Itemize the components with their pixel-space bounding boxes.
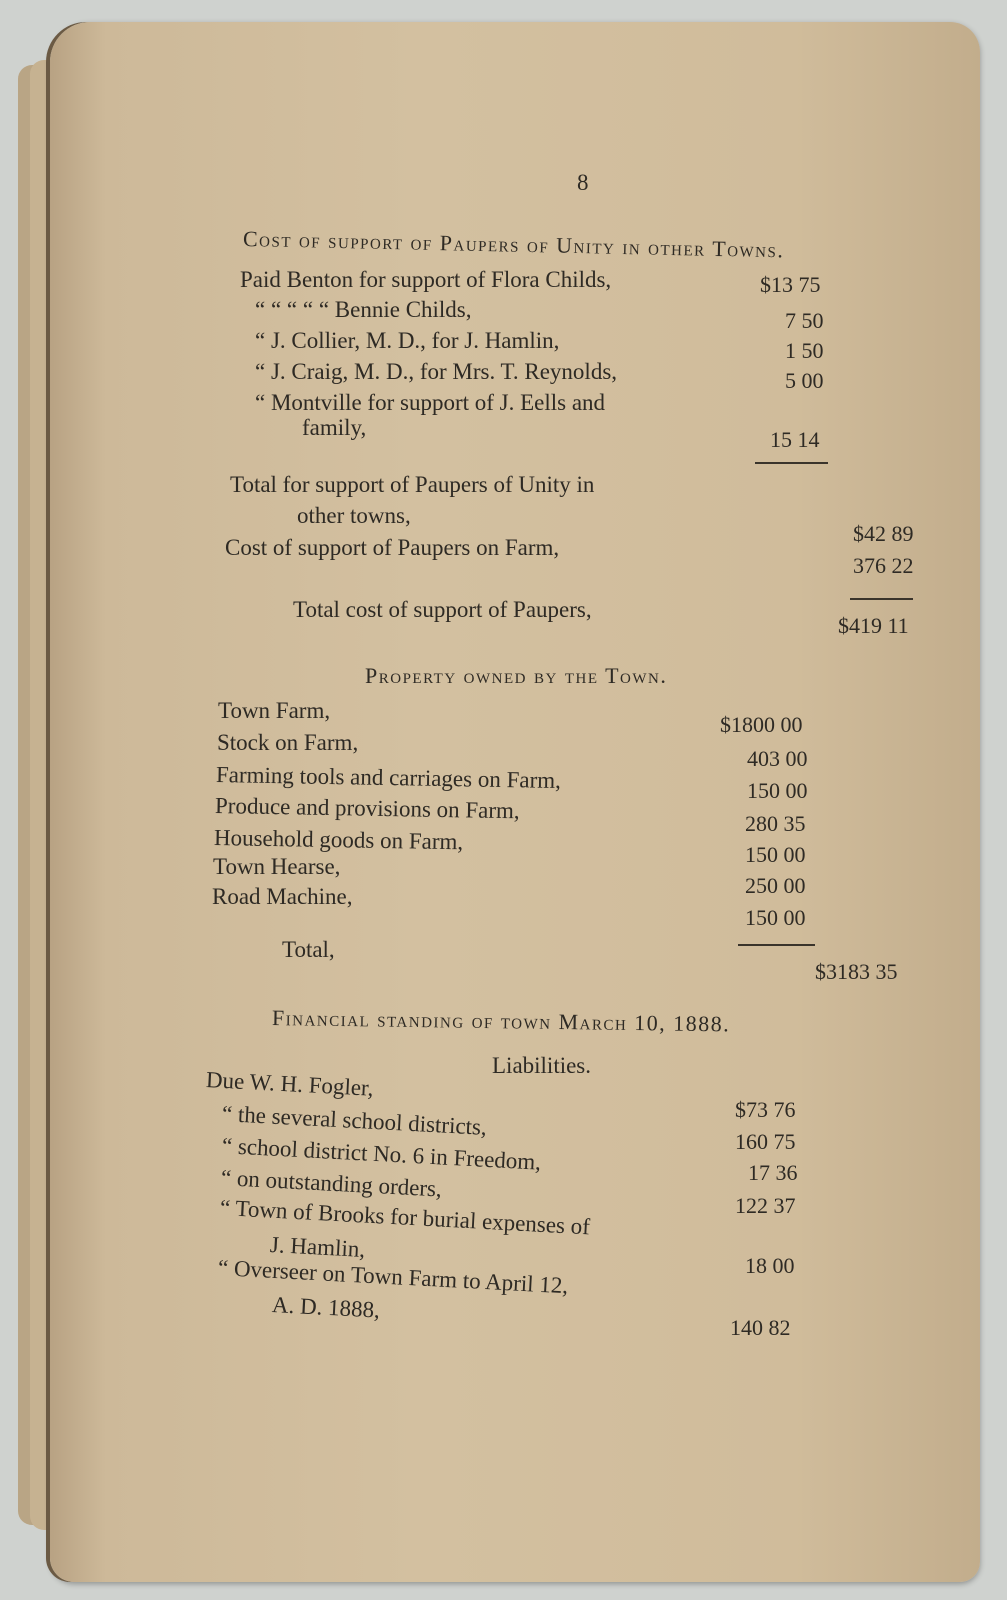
property-label: Road Machine, xyxy=(212,884,353,909)
farm-label: Cost of support of Paupers on Farm, xyxy=(225,535,560,560)
total-label-continued: other towns, xyxy=(297,503,411,528)
liability-label: “ the several school districts, xyxy=(221,1101,488,1140)
property-total-label: Total, xyxy=(282,937,335,962)
page-number: 8 xyxy=(577,170,589,195)
property-label: Town Hearse, xyxy=(213,854,341,879)
sum-rule xyxy=(755,462,828,464)
line-label: “ “ “ “ “ Bennie Childs, xyxy=(255,297,472,322)
line-amount: 1 50 xyxy=(785,338,824,363)
liability-amount: 140 82 xyxy=(730,1315,791,1340)
property-label: Town Farm, xyxy=(218,698,331,723)
line-label: “ Montville for support of J. Eells and xyxy=(255,390,606,415)
liability-label: Due W. H. Fogler, xyxy=(205,1067,375,1101)
liability-label: “ Town of Brooks for burial expenses of xyxy=(219,1195,591,1240)
line-amount: $13 75 xyxy=(760,272,821,297)
liability-amount: 122 37 xyxy=(735,1193,796,1218)
sum-rule xyxy=(850,598,913,600)
property-label: Stock on Farm, xyxy=(217,730,359,755)
subheading-liabilities: Liabilities. xyxy=(492,1053,592,1078)
line-amount: 15 14 xyxy=(770,427,820,452)
line-label: “ J. Collier, M. D., for J. Hamlin, xyxy=(255,328,560,353)
property-label: Household goods on Farm, xyxy=(213,825,464,855)
liability-label: “ school district No. 6 in Freedom, xyxy=(221,1133,542,1175)
liability-amount: $73 76 xyxy=(735,1097,796,1122)
line-label: Paid Benton for support of Flora Childs, xyxy=(240,267,612,292)
liability-label: “ Overseer on Town Farm to April 12, xyxy=(217,1255,569,1299)
farm-amount: 376 22 xyxy=(853,553,914,578)
total-label: Total for support of Paupers of Unity in xyxy=(230,472,595,497)
section-heading-property: Property owned by the Town. xyxy=(365,663,668,688)
liability-amount: 18 00 xyxy=(745,1253,795,1278)
grand-total-amount: $419 11 xyxy=(838,613,909,638)
property-amount: $1800 00 xyxy=(720,712,803,737)
property-amount: 250 00 xyxy=(745,873,806,898)
property-amount: 150 00 xyxy=(745,842,806,867)
line-label-continued: family, xyxy=(302,415,367,440)
liability-label-continued: A. D. 1888, xyxy=(271,1292,381,1323)
grand-total-label: Total cost of support of Paupers, xyxy=(293,597,592,622)
total-amount: $42 89 xyxy=(853,521,914,546)
section-heading-financial: Financial standing of town March 10, 1888. xyxy=(271,1005,731,1037)
liability-amount: 17 36 xyxy=(748,1160,798,1185)
sum-rule xyxy=(738,944,815,946)
property-amount: 280 35 xyxy=(745,811,806,836)
liability-label-continued: J. Hamlin, xyxy=(269,1232,366,1262)
liability-label: “ on outstanding orders, xyxy=(220,1165,443,1202)
line-label: “ J. Craig, M. D., for Mrs. T. Reynolds, xyxy=(255,359,618,384)
property-total-amount: $3183 35 xyxy=(815,959,898,984)
line-amount: 5 00 xyxy=(785,368,824,393)
section-heading-paupers-other-towns: Cost of support of Paupers of Unity in other Towns. xyxy=(242,226,785,263)
line-amount: 7 50 xyxy=(785,308,824,333)
property-amount: 403 00 xyxy=(747,746,808,771)
property-amount: 150 00 xyxy=(745,905,806,930)
property-label: Produce and provisions on Farm, xyxy=(214,793,520,824)
property-amount: 150 00 xyxy=(747,778,808,803)
liability-amount: 160 75 xyxy=(735,1129,796,1154)
property-label: Farming tools and carriages on Farm, xyxy=(215,762,562,794)
